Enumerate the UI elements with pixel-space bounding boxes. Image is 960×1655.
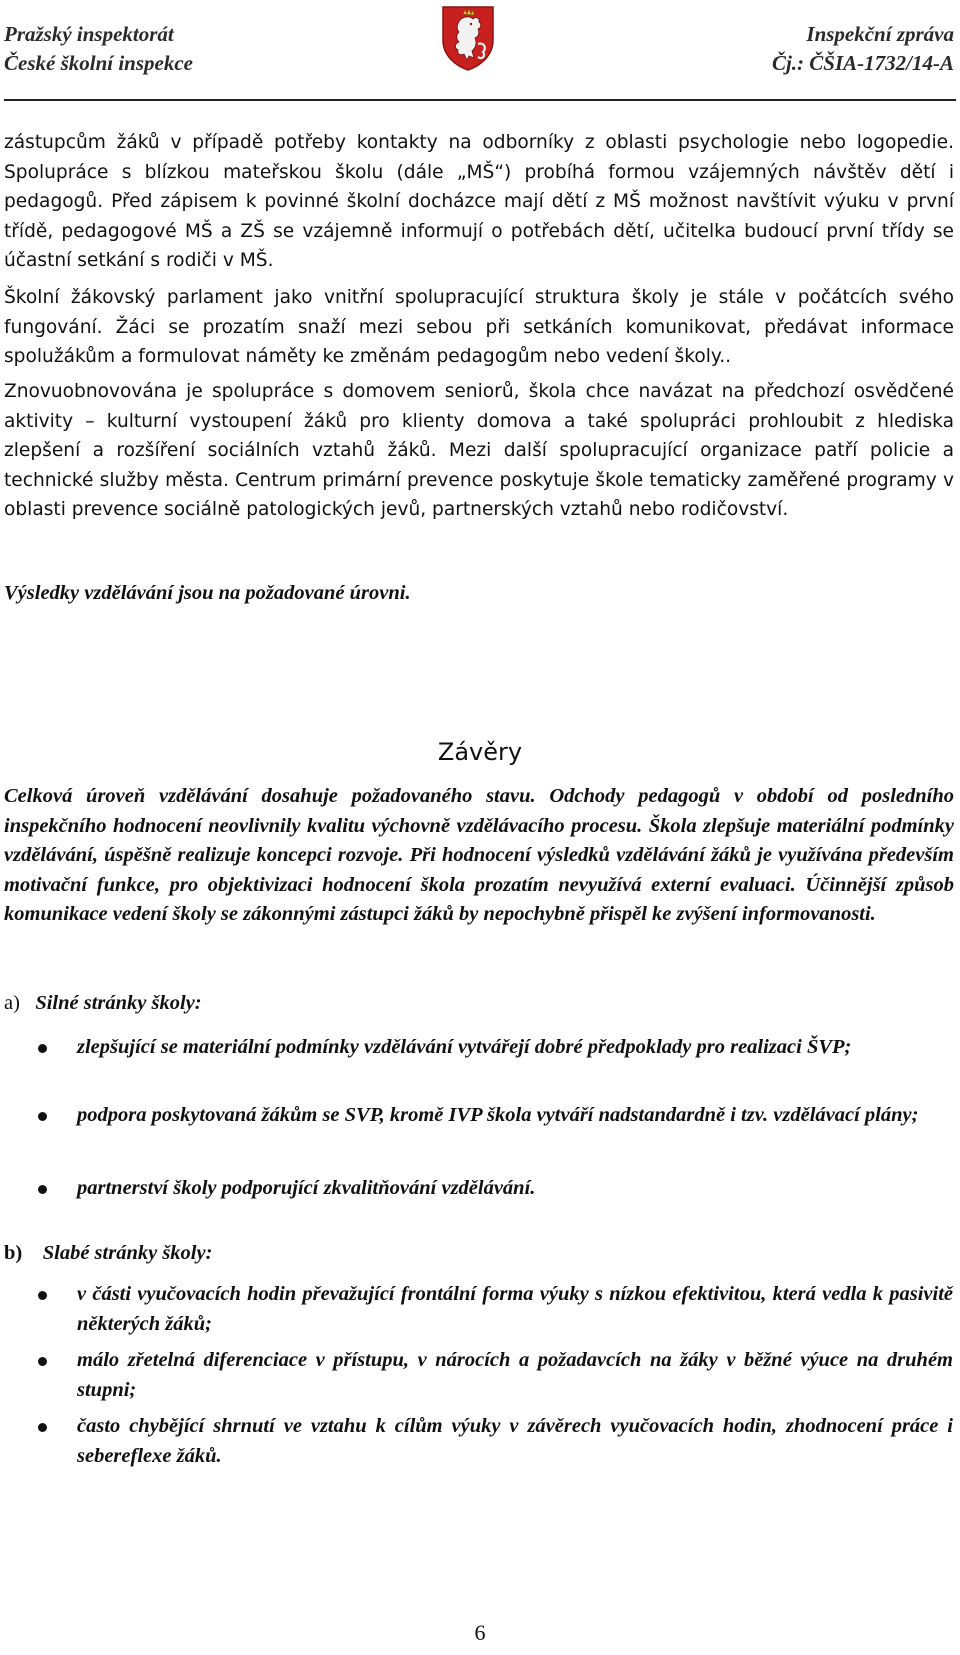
weaknesses-label: [4, 1239, 212, 1268]
bullet-icon: [38, 1357, 47, 1366]
bullet-icon: [38, 1185, 47, 1194]
header-ref-number: Čj.: ČŠIA-1732/14-A: [771, 51, 954, 75]
header-org-line1: Pražský inspektorát: [4, 22, 174, 46]
czech-lion-emblem-icon: [440, 4, 496, 72]
bullet-icon: [38, 1423, 47, 1432]
strengths-title: Silné stránky školy:: [35, 992, 202, 1014]
weaknesses-title: Slabé stránky školy:: [42, 1242, 213, 1264]
header-org-line2: České školní inspekce: [4, 51, 193, 75]
bullet-icon: [38, 1291, 47, 1300]
bullet-icon: [38, 1112, 47, 1121]
strengths-label: [4, 989, 202, 1018]
bullet-icon: [38, 1044, 47, 1053]
paragraph-external-partners: Znovuobnovována je spolupráce s domovem seniorů, škola chce navázat na předchozí osvědčené aktivity – kulturní vystoupení žáků pro klienty domova a také spolupráci prohloubit z hlediska zlepšení a rozšíření sociálních vztahů žáků. Mezi další spolupracující organizace patří policie a technické služby města. Centrum primární prevence poskytuje škole tematicky zaměřené programy v oblasti prevence sociálně patologických jevů, partnerských vztahů nebo rodičovství.: [4, 381, 954, 520]
paragraph-cooperation: zástupcům žáků v případě potřeby kontakty na odborníky z oblasti psychologie nebo logopedie. Spolupráce s blízkou mateřskou školu (dále „MŠ“) probíhá formou vzájemných návštěv dětí i pedagogů. Před zápisem k povinné školní docházce mají dětí z MŠ možnost navštívit výuku v první třídě, pedagogové MŠ a ZŠ se vzájemně informují o potřebách dětí, učitelka budoucí první třídy se účastní setkání s rodiči v MŠ.: [4, 132, 954, 271]
paragraph-student-parliament: Školní žákovský parlament jako vnitřní spolupracující struktura školy je stále v počátcích svého fungování. Žáci se prozatím snaží mezi sebou při setkáních komunikovat, předávat informace spolužákům a formulovat náměty ke změnám pedagogům nebo vedení školy..: [4, 287, 954, 367]
strength-item: zlepšující se materiální podmínky vzdělávání vytvářejí dobré předpoklady pro realizaci ŠVP;: [77, 1036, 852, 1058]
header-doc-type: Inspekční zpráva: [806, 22, 954, 46]
strength-item: partnerství školy podporující zkvalitňování vzdělávání.: [77, 1177, 536, 1199]
strength-item: podpora poskytovaná žákům se SVP, kromě IVP škola vytváří nadstandardně i tzv. vzdělávací plány;: [77, 1104, 919, 1126]
strengths-marker: a): [4, 992, 20, 1014]
conclusions-heading: Závěry: [437, 738, 523, 766]
header-document-info: [772, 20, 954, 78]
header-organization: [4, 20, 193, 78]
conclusions-text: Celková úroveň vzdělávání dosahuje požadovaného stavu. Odchody pedagogů v období od posledního inspekčního hodnocení neovlivnily kvalitu výchovně vzdělávacího procesu. Škola zlepšuje materiální podmínky vzdělávání, úspěšně realizuje koncepci rozvoje. Při hodnocení výsledků vzdělávání žáků je využívána především motivační funkce, pro objektivizaci hodnocení škola prozatím nevyužívá externí evaluaci. Účinnější způsob komunikace vedení školy se zákonnými zástupci žáků by nepochybně přispěl ke zvýšení informovanosti.: [4, 785, 954, 925]
header-divider: [4, 99, 956, 101]
weakness-item: v části vyučovacích hodin převažující frontální forma výuky s nízkou efektivitou, která vedla k pasivitě některých žáků;: [77, 1283, 953, 1335]
weakness-item: často chybějící shrnutí ve vztahu k cílům výuky v závěrech vyučovacích hodin, zhodnocení práce i sebereflexe žáků.: [77, 1415, 953, 1467]
page-number: 6: [474, 1620, 486, 1645]
result-statement: Výsledky vzdělávání jsou na požadované úrovni.: [4, 582, 411, 604]
weaknesses-marker: b): [4, 1242, 23, 1264]
weakness-item: málo zřetelná diferenciace v přístupu, v nárocích a požadavcích na žáky v běžné výuce na druhém stupni;: [77, 1349, 953, 1401]
